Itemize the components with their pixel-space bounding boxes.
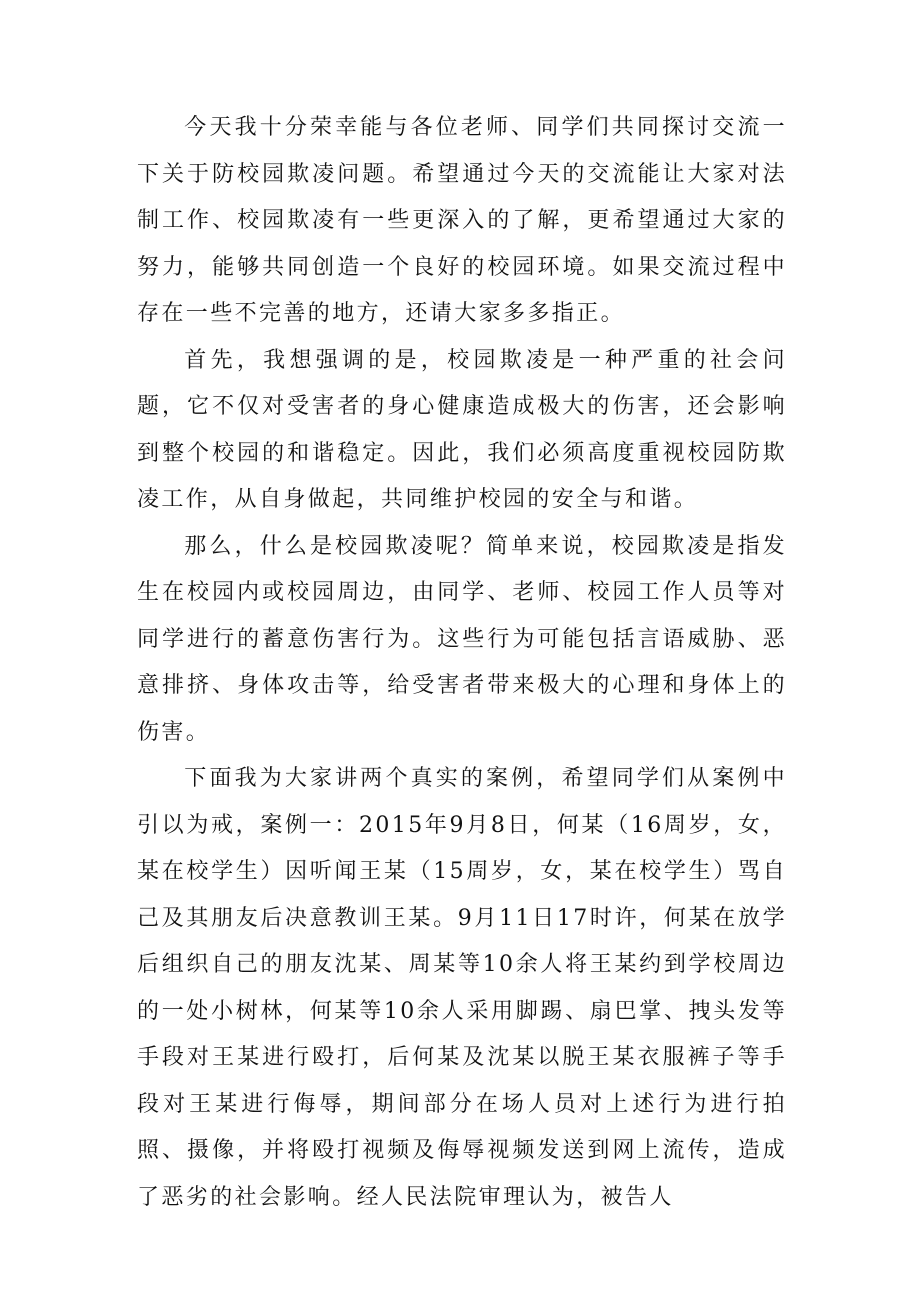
paragraph-case-one: 下面我为大家讲两个真实的案例，希望同学们从案例中引以为戒，案例一：2015年9月8日，何某（16周岁，女，某在校学生）因听闻王某（15周岁，女，某在校学生）骂自己及其朋友后决意教训王某。9月11日17时许，何某在放学后组织自己的朋友沈某、周某等10余人将王某约到学校周边的一处小树林，何某等10余人采用脚踢、扇巴掌、拽头发等手段对王某进行殴打，后何某及沈某以脱王某衣服裤子等手段对王某进行侮辱，期间部分在场人员对上述行为进行拍照、摄像，并将殴打视频及侮辱视频发送到网上流传，造成了恶劣的社会影响。经人民法院审理认为，被告人: [137, 766, 787, 1210]
paragraph-definition: 那么，什么是校园欺凌呢？简单来说，校园欺凌是指发生在校园内或校园周边，由同学、老师、校园工作人员等对同学进行的蓄意伤害行为。这些行为可能包括言语威胁、恶意排挤、身体攻击等，给受害者带来极大的心理和身体上的伤害。: [137, 533, 787, 745]
paragraph-importance: 首先，我想强调的是，校园欺凌是一种严重的社会问题，它不仅对受害者的身心健康造成极大的伤害，还会影响到整个校园的和谐稳定。因此，我们必须高度重视校园防欺凌工作，从自身做起，共同维护校园的安全与和谐。: [137, 347, 787, 512]
document-body: [137, 105, 787, 1221]
paragraph-introduction: 今天我十分荣幸能与各位老师、同学们共同探讨交流一下关于防校园欺凌问题。希望通过今天的交流能让大家对法制工作、校园欺凌有一些更深入的了解，更希望通过大家的努力，能够共同创造一个良好的校园环境。如果交流过程中存在一些不完善的地方，还请大家多多指正。: [137, 115, 787, 326]
